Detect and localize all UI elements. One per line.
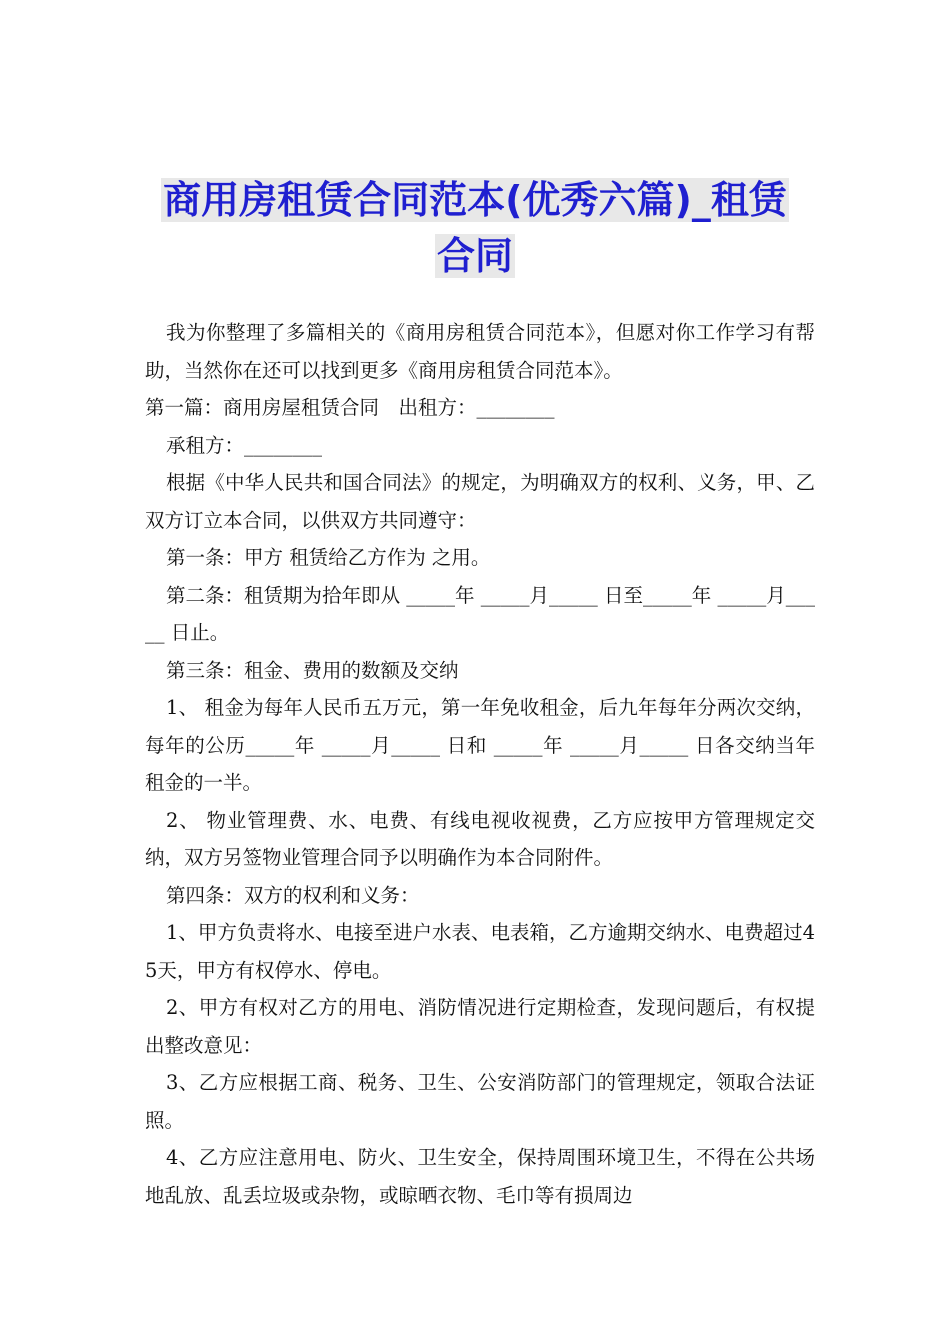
- article-4-item-1: 1、甲方负责将水、电接至进户水表、电表箱，乙方逾期交纳水、电费超过45天，甲方有权停水、停电。: [145, 921, 815, 982]
- article-4-heading: 第四条：双方的权利和义务：: [166, 883, 420, 907]
- section-heading-lessor: 第一篇：商用房屋租赁合同 出租方：________: [145, 396, 555, 419]
- legal-basis-paragraph: 根据《中华人民共和国合同法》的规定，为明确双方的权利、义务，甲、乙双方订立本合同，以供双方共同遵守：: [145, 471, 815, 532]
- title-line-1: 商用房租赁合同范本(优秀六篇)_租赁: [163, 178, 787, 222]
- article-3-heading: 第三条：租金、费用的数额及交纳: [166, 658, 459, 682]
- article-4-item-3: 3、乙方应根据工商、税务、卫生、公安消防部门的管理规定，领取合法证照。: [145, 1071, 815, 1132]
- article-3-item-2: 2、 物业管理费、水、电费、有线电视收视费，乙方应按甲方管理规定交纳，双方另签物业管理合同予以明确作为本合同附件。: [145, 808, 815, 869]
- article-2: 第二条：租赁期为拾年即从 _____年 _____月_____ 日至_____年 _____月_____ 日止。: [145, 583, 815, 644]
- article-4-item-2: 2、甲方有权对乙方的用电、消防情况进行定期检查，发现问题后，有权提出整改意见：: [145, 996, 815, 1057]
- document-body: [145, 314, 815, 1214]
- intro-paragraph: 我为你整理了多篇相关的《商用房租赁合同范本》，但愿对你工作学习有帮助，当然你在还可以找到更多《商用房租赁合同范本》。: [145, 321, 815, 382]
- title-line-2: 合同: [436, 234, 513, 278]
- document-title: [140, 172, 810, 284]
- lessee-line: 承租方：________: [166, 433, 323, 457]
- article-4-item-4: 4、乙方应注意用电、防火、卫生安全，保持周围环境卫生，不得在公共场地乱放、乱丢垃圾或杂物，或晾晒衣物、毛巾等有损周边: [145, 1146, 815, 1207]
- article-1: 第一条：甲方 租赁给乙方作为 之用。: [166, 546, 491, 569]
- article-3-item-1: 1、 租金为每年人民币五万元，第一年免收租金，后九年每年分两次交纳，每年的公历_____年 _____月_____ 日和 _____年 _____月_____ 日各交纳当年租金的一半。: [145, 696, 815, 794]
